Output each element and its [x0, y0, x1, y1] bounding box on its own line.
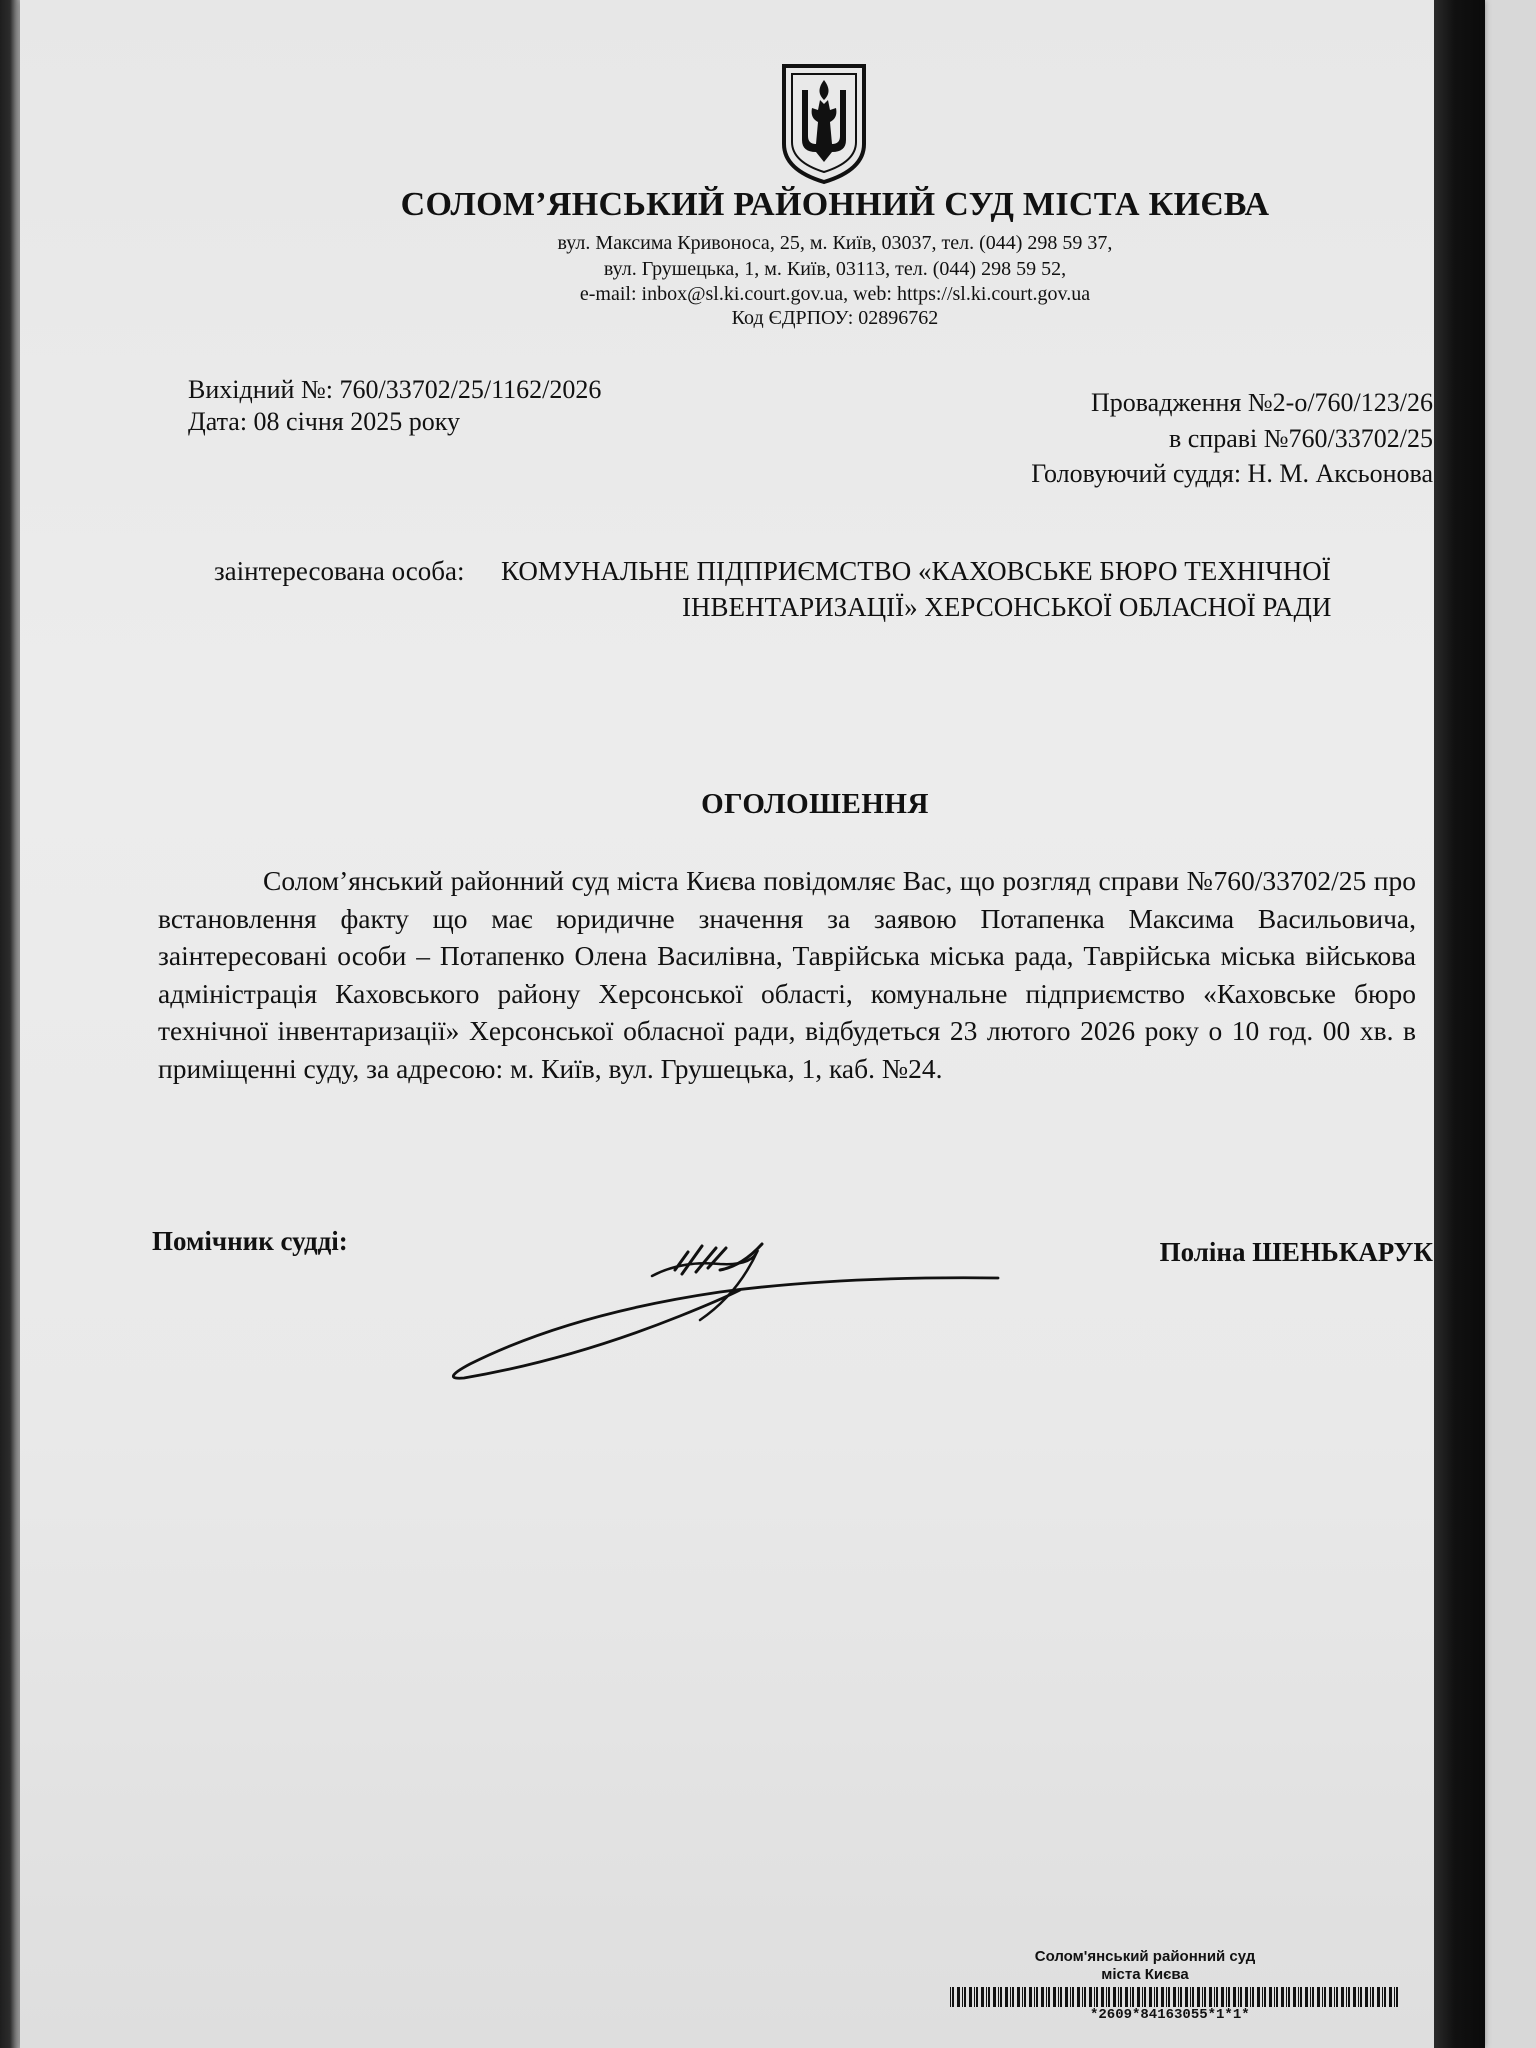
address-line-2: вул. Грушецька, 1, м. Київ, 03113, тел. (044) 298 59 52, — [603, 258, 1067, 280]
notice-body: Солом’янський районний суд міста Києва повідомляє Вас, що розгляд справи №760/33702/25 про встановлення факту що має юридичне значення за заявою Потапенка Максима Васильовича, заінтересовані особи – Потапенко Олена Василівна, Таврійська міська рада, Таврійська міська військова адміністрація Каховського району Херсонської області, комунальне підприємство «Каховське бюро технічної інвентаризації» Херсонської обласної ради, відбудеться 23 лютого 2026 року о 10 год. 00 хв. в приміщенні суду, за адресою: м. Київ, вул. Грушецька, 1, каб. №24. — [158, 865, 1416, 1084]
contacts-line: e-mail: inbox@sl.ki.court.gov.ua, web: https://sl.ki.court.gov.ua — [579, 283, 1091, 305]
document-page — [20, 0, 1485, 2048]
document-date: Дата: 08 січня 2025 року — [188, 407, 461, 436]
handwritten-signature — [420, 1220, 1000, 1400]
court-name: СОЛОМ’ЯНСЬКИЙ РАЙОННИЙ СУД МІСТА КИЄВА — [400, 186, 1270, 223]
stamp-court-name — [1005, 1948, 1285, 1984]
ukraine-trident-emblem-icon — [780, 62, 868, 186]
notice-title: ОГОЛОШЕННЯ — [701, 788, 929, 820]
address-line-1: вул. Максима Кривоноса, 25, м. Київ, 03037, тел. (044) 298 59 37, — [557, 232, 1113, 254]
stamp-court-line-1: Солом'янський районний суд — [1034, 1948, 1256, 1965]
assistant-judge-name: Поліна ШЕНЬКАРУК — [1159, 1237, 1433, 1267]
presiding-judge: Головуючий суддя: Н. М. Аксьонова — [1031, 459, 1433, 488]
interested-party-label: заінтересована особа: — [214, 556, 465, 586]
barcode-icon — [950, 1987, 1400, 2007]
page-shadow-edge — [1434, 0, 1485, 2048]
barcode-text: *2609*84163055*1*1* — [1090, 2007, 1250, 2023]
edrpou-code: Код ЄДРПОУ: 02896762 — [731, 307, 939, 329]
stamp-court-line-2: міста Києва — [1101, 1966, 1189, 1983]
interested-party-name-line-1: КОМУНАЛЬНЕ ПІДПРИЄМСТВО «КАХОВСЬКЕ БЮРО ТЕХНІЧНОЇ — [501, 556, 1331, 586]
interested-party-name-line-2: ІНВЕНТАРИЗАЦІЇ» ХЕРСОНСЬКОЇ ОБЛАСНОЇ РАДИ — [682, 592, 1332, 622]
assistant-judge-label: Помічник судді: — [152, 1226, 348, 1256]
case-reference: в справі №760/33702/25 — [1168, 424, 1433, 453]
outgoing-number: Вихідний №: 760/33702/25/1162/2026 — [188, 375, 602, 404]
proceeding-number: Провадження №2-о/760/123/26 — [1090, 388, 1433, 417]
